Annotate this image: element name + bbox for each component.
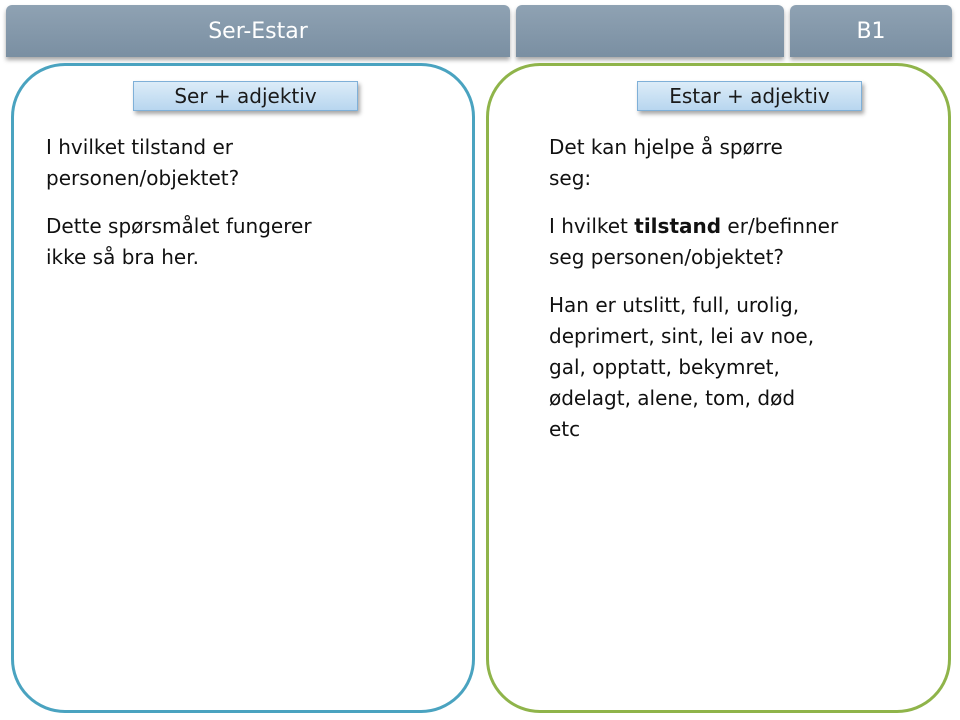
left-question-line-2: personen/objektet? <box>46 166 240 190</box>
header-tab-level <box>790 5 952 57</box>
right-intro-line-1: Det kan hjelpe å spørre <box>549 135 783 159</box>
left-comment-line-2: ikke så bra her. <box>46 245 199 269</box>
right-example-line: etc <box>549 417 581 441</box>
header-tab-blank <box>516 5 784 57</box>
right-question-prefix: I hvilket <box>549 214 635 238</box>
ser-adjektiv-label <box>133 81 358 111</box>
estar-adjektiv-label <box>637 81 862 111</box>
right-panel-text <box>549 132 929 445</box>
right-intro-line-2: seg: <box>549 166 592 190</box>
right-example-line: gal, opptatt, bekymret, <box>549 355 780 379</box>
left-question-line-1: I hvilket tilstand er <box>46 135 233 159</box>
header-tab-title-label: Ser-Estar <box>208 18 308 44</box>
left-comment-line-1: Dette spørsmålet fungerer <box>46 214 312 238</box>
right-example-line: ødelagt, alene, tom, død <box>549 386 796 410</box>
right-example-line: Han er utslitt, full, urolig, <box>549 293 800 317</box>
right-question-bold-word: tilstand <box>634 214 722 238</box>
left-panel-text <box>46 132 446 273</box>
ser-adjektiv-label-text: Ser + adjektiv <box>174 84 317 108</box>
header-tab-level-label: B1 <box>856 18 886 44</box>
right-question-line-1 <box>549 211 929 242</box>
right-question-suffix: er/befinner <box>721 214 839 238</box>
estar-adjektiv-label-text: Estar + adjektiv <box>669 84 830 108</box>
right-question-line-2: seg personen/objektet? <box>549 245 785 269</box>
header-tab-title <box>6 5 510 57</box>
right-example-line: deprimert, sint, lei av noe, <box>549 324 815 348</box>
